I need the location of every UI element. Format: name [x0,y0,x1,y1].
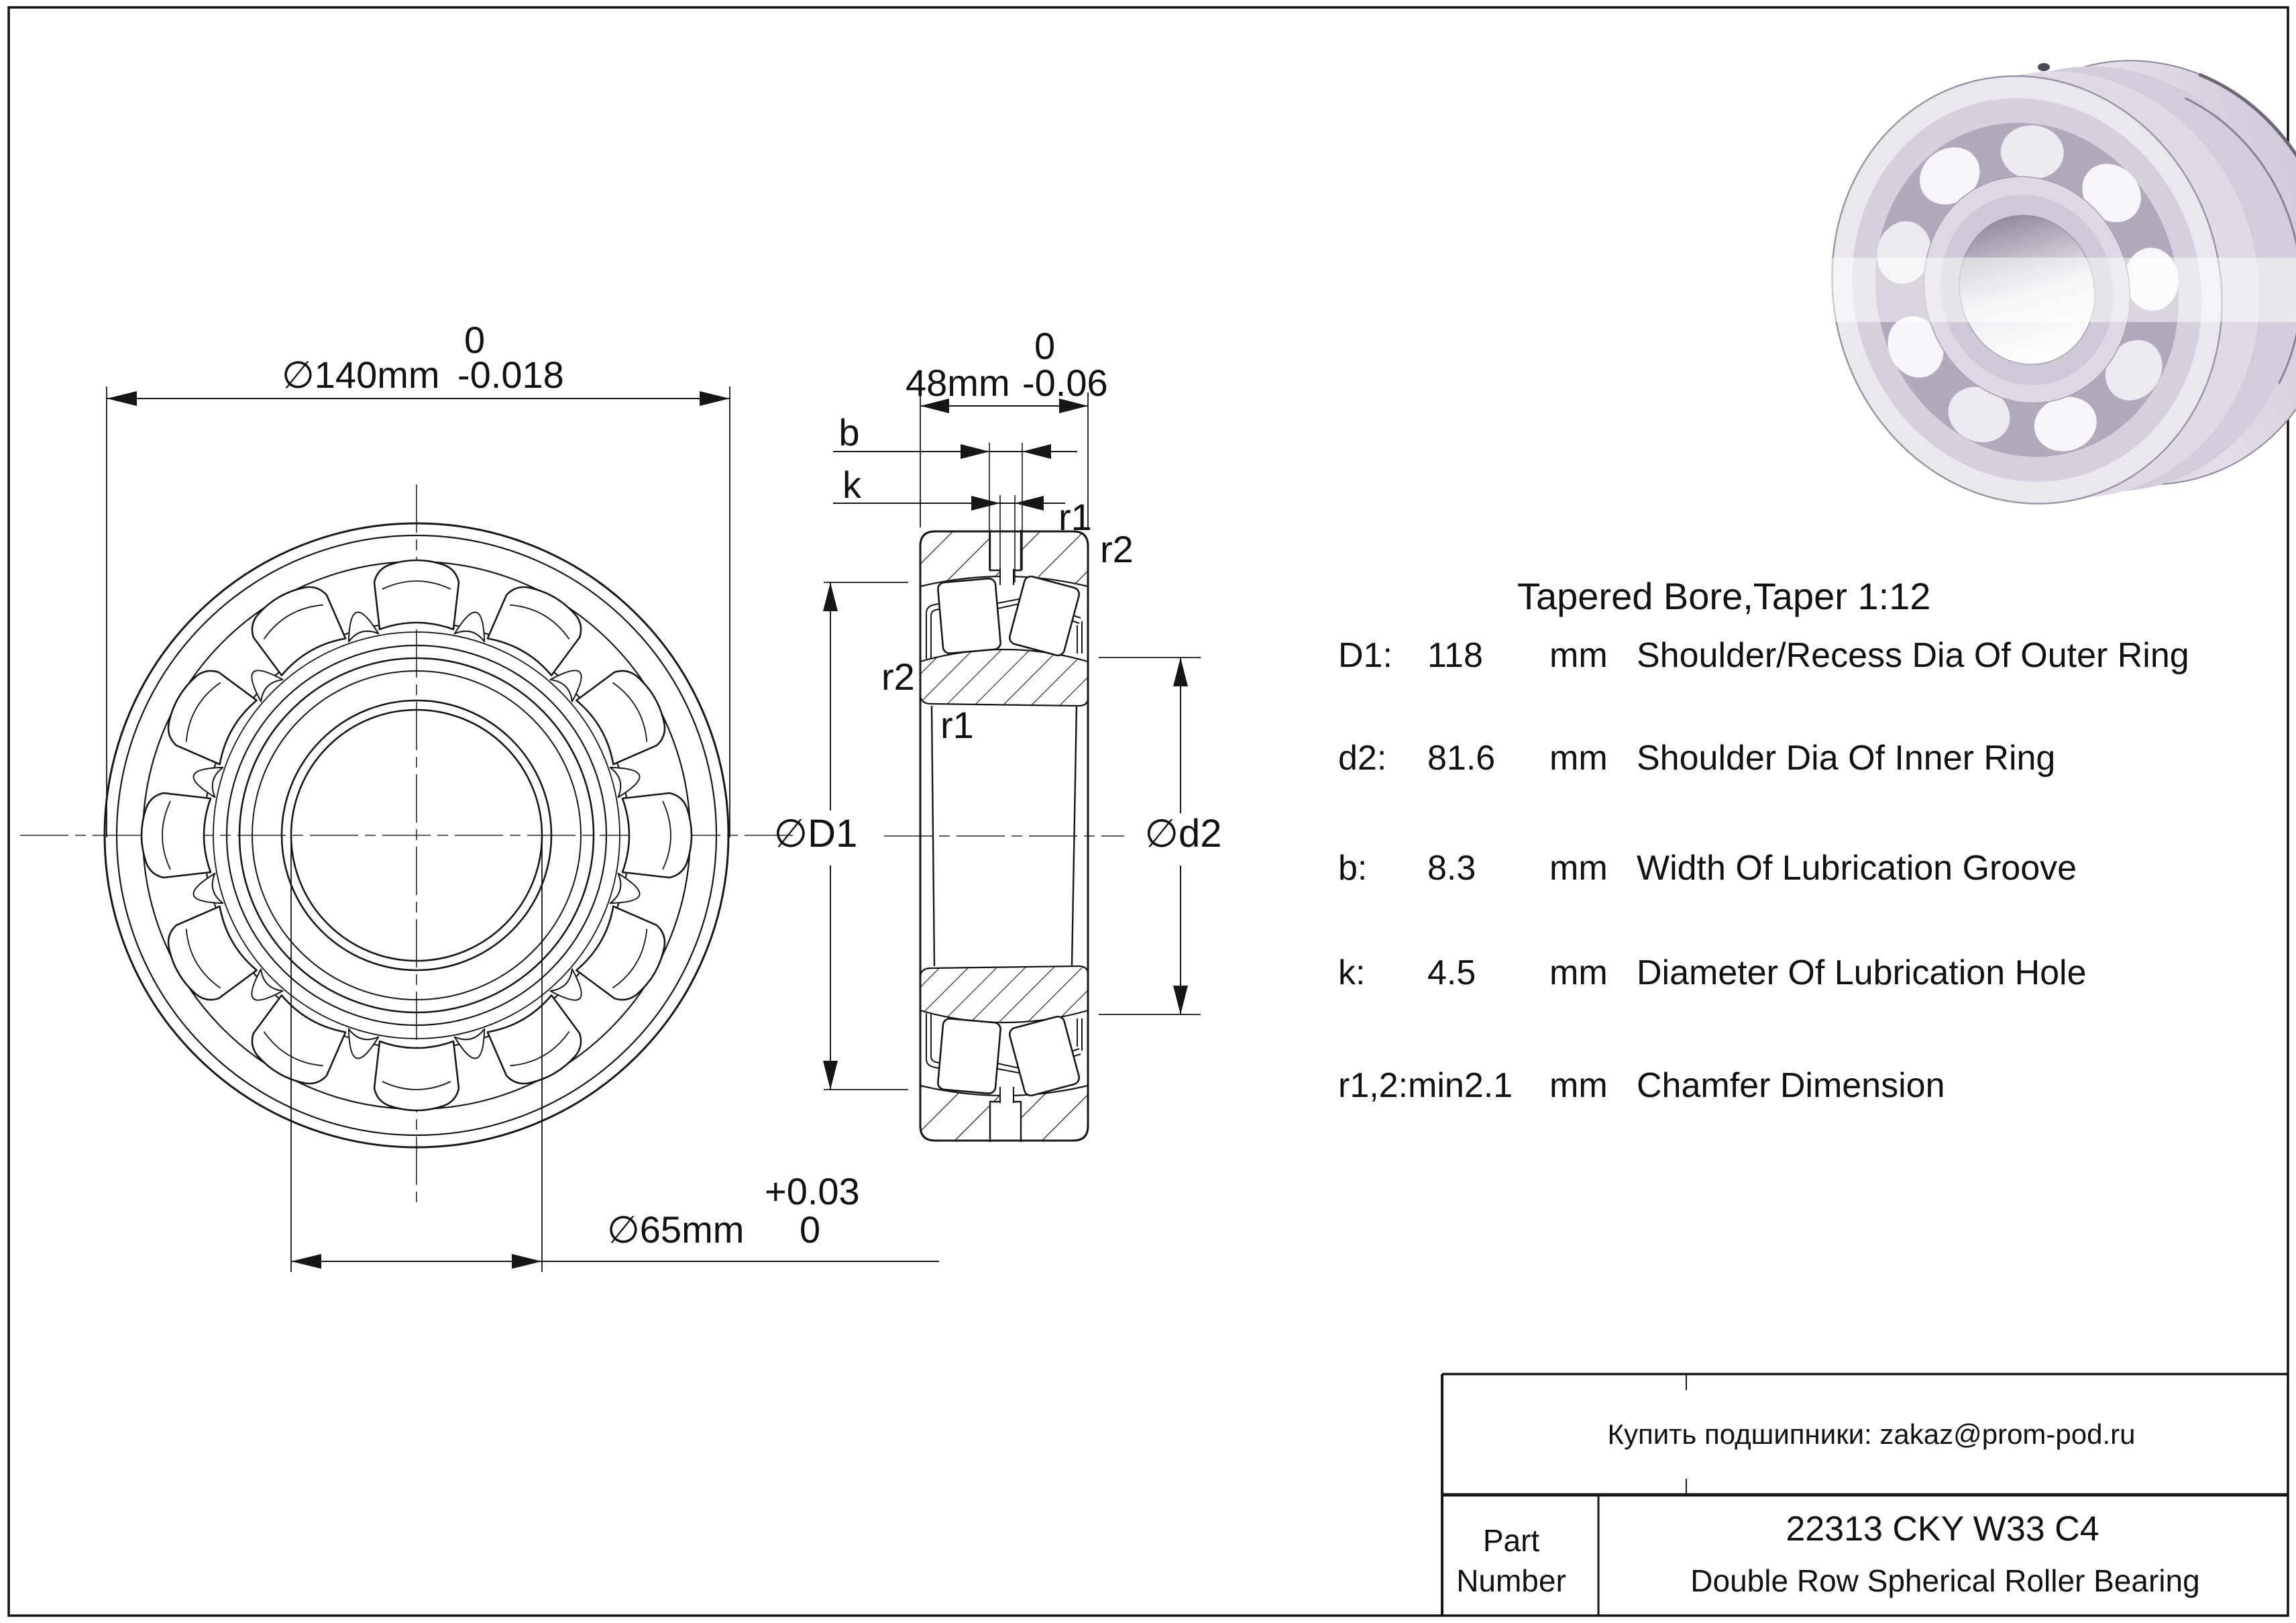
render-lube-hole-dot [2038,63,2050,71]
title-block [1442,1374,2288,1616]
label-shoulder-inner: ∅d2 [1144,812,1222,855]
spec-row-unit: mm [1549,1066,1608,1105]
dim-width-tol-lower: -0.06 [1022,362,1108,404]
label-r2-left: r2 [881,656,915,698]
label-groove-width: b [838,411,860,454]
part-label-line1: Part [1482,1523,1540,1558]
spec-row-unit: mm [1549,849,1608,888]
dim-width-tol-upper: 0 [1034,325,1056,367]
spec-row-description: Width Of Lubrication Groove [1637,849,2077,888]
dim-bore-tol-upper: +0.03 [765,1170,860,1212]
arrowhead [291,1254,321,1269]
spec-row-label: k: [1338,953,1366,992]
inner-ring-bottom-section [920,966,1088,1023]
groove-top [990,530,1021,570]
spec-row-value: 118 [1427,636,1483,675]
dim-outer-value: ∅140mm [282,354,440,396]
hole-top [1000,569,1014,585]
label-shoulder-outer: ∅D1 [773,812,858,855]
roller [938,1018,1001,1094]
spec-table [1338,575,2189,1105]
dim-bore-tol-lower: 0 [800,1208,821,1251]
hole-bottom [1000,1087,1014,1103]
groove-bottom [990,1102,1021,1142]
dim-outer-tol-lower: -0.018 [457,354,564,396]
part-number: 22313 CKY W33 C4 [1786,1510,2099,1549]
arrowhead [107,391,137,406]
section-view [774,325,1222,1142]
front-view [20,319,939,1272]
spec-row-value: 81.6 [1427,739,1496,778]
part-description: Double Row Spherical Roller Bearing [1690,1563,2200,1598]
spec-row-label: b: [1338,849,1368,888]
spec-row-description: Shoulder Dia Of Inner Ring [1637,739,2056,778]
spec-row-label: d2: [1338,739,1387,778]
dim-bore-value: ∅65mm [607,1208,745,1251]
spec-rows [1338,636,2189,1105]
roller [1008,575,1081,657]
dim-width-value: 48mm [906,362,1010,404]
label-r2-top: r2 [1100,528,1134,570]
spec-row-value: 4.5 [1427,953,1476,992]
inner-ring-top-section [920,649,1088,706]
spec-row-value: 8.3 [1427,849,1476,888]
order-note: Купить подшипники: zakaz@prom-pod.ru [1607,1418,2136,1450]
bearing-3d-render [1761,0,2296,568]
label-r1-left: r1 [940,704,974,746]
roller [938,578,1001,653]
spec-row-description: Diameter Of Lubrication Hole [1637,953,2087,992]
spec-row-unit: mm [1549,739,1608,778]
spec-row-unit: mm [1549,636,1608,675]
spec-row-unit: mm [1549,953,1608,992]
spec-heading: Tapered Bore,Taper 1:12 [1517,575,1931,617]
label-r1-top: r1 [1058,496,1092,538]
label-hole-diameter: k [842,464,861,506]
roller [1008,1015,1081,1097]
spec-row-description: Shoulder/Recess Dia Of Outer Ring [1637,636,2189,675]
spec-row-label: D1: [1338,636,1392,675]
spec-row-label: r1,2:min2.1 [1338,1066,1513,1105]
arrowhead [700,391,730,406]
part-label-line2: Number [1456,1563,1566,1598]
dim-outer-tol-upper: 0 [464,319,486,361]
arrowhead [512,1254,542,1269]
spec-row-description: Chamfer Dimension [1637,1066,1945,1105]
